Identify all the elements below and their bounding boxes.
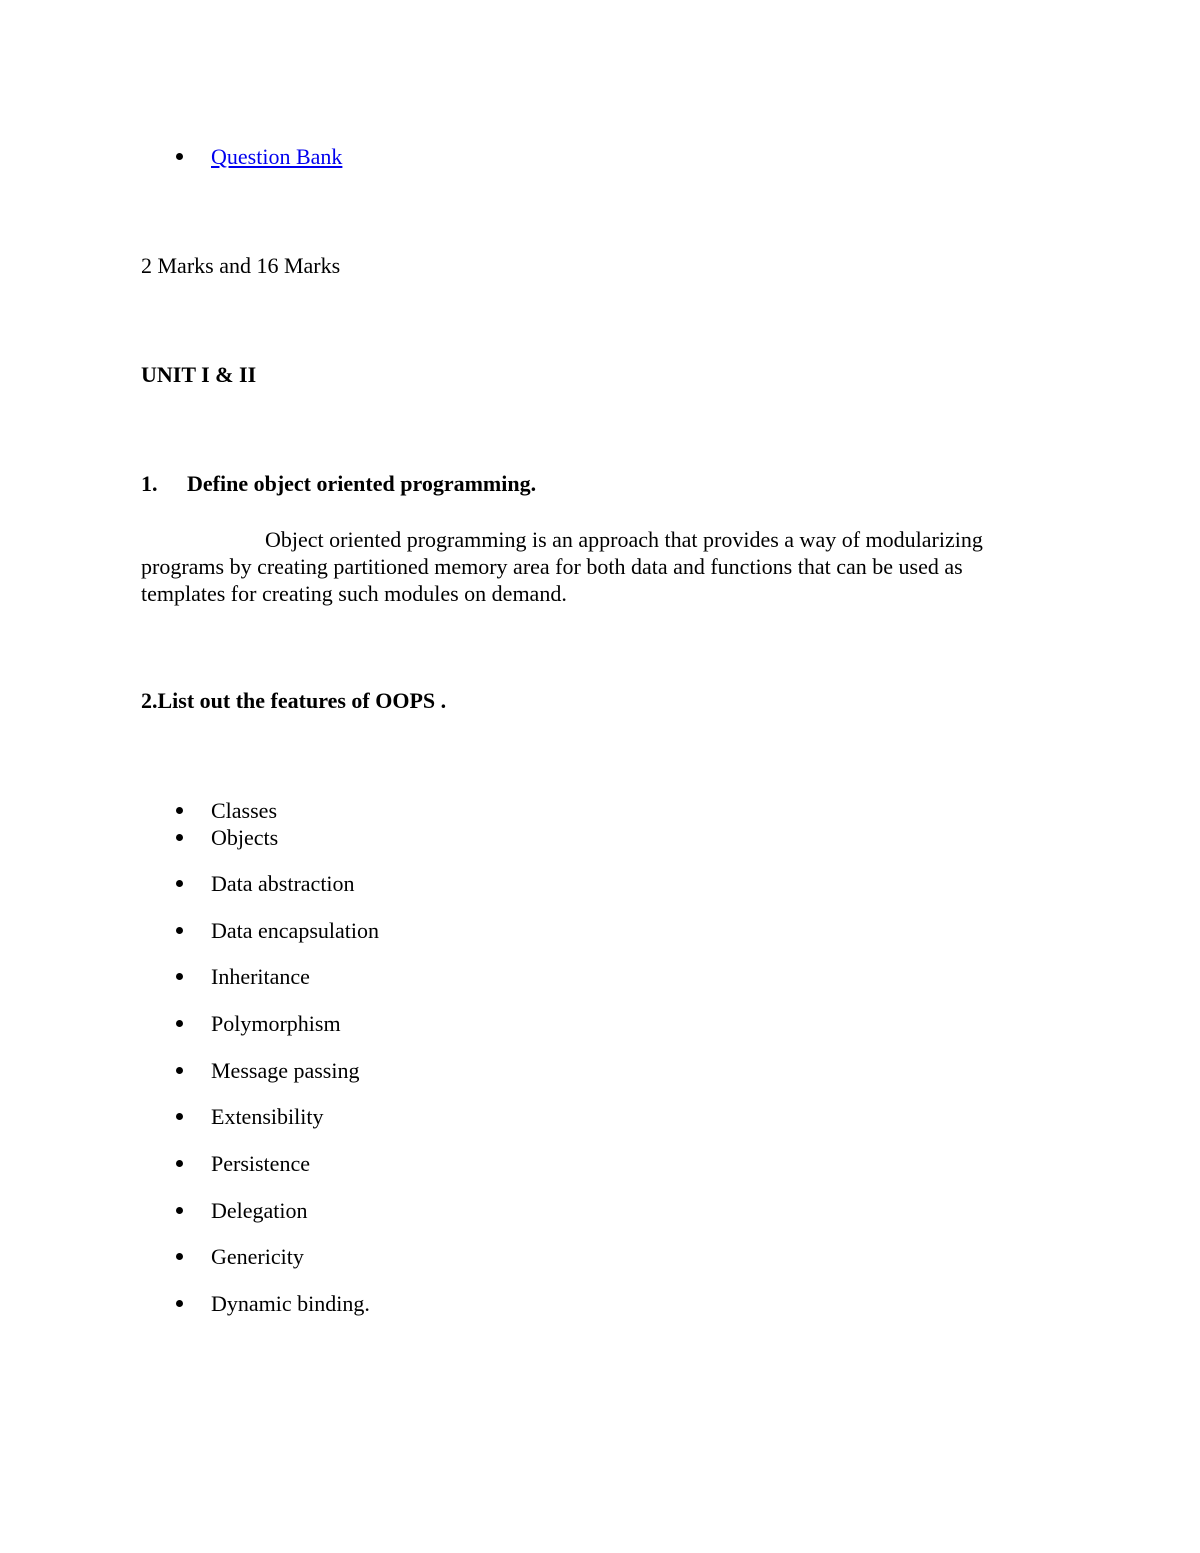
bullet-icon [176,1300,183,1307]
feature-item: Message passing [211,1058,360,1083]
feature-item: Persistence [211,1151,310,1176]
unit-heading: UNIT I & II [141,362,257,387]
marks-subtitle: 2 Marks and 16 Marks [141,253,341,278]
bullet-icon [176,973,183,980]
feature-item: Inheritance [211,964,310,989]
answer-text: Object oriented programming is an approach that provides a way of modularizing programs by creating partitioned memory area for both data and functions that can be used as templates for creating such modules on demand. [141,527,983,606]
bullet-icon [176,880,183,887]
question-1-text: Define object oriented programming. [187,471,537,496]
feature-item: Objects [211,825,279,850]
bullet-icon [176,1020,183,1027]
bullet-icon [176,807,183,814]
question-2-text: 2.List out the features of OOPS . [141,688,447,713]
question-1-answer [141,526,1041,607]
bullet-icon [176,153,183,160]
feature-item: Genericity [211,1244,304,1269]
feature-item: Dynamic binding. [211,1291,370,1316]
feature-item: Classes [211,798,277,823]
feature-item: Data abstraction [211,871,355,896]
feature-item: Delegation [211,1198,308,1223]
feature-item: Polymorphism [211,1011,341,1036]
bullet-icon [176,1113,183,1120]
bullet-icon [176,1253,183,1260]
bullet-icon [176,1207,183,1214]
bullet-icon [176,927,183,934]
bullet-icon [176,1160,183,1167]
question-bank-link[interactable]: Question Bank [211,144,343,169]
bullet-icon [176,1067,183,1074]
question-1-number: 1. [141,471,158,496]
bullet-icon [176,834,183,841]
feature-item: Extensibility [211,1104,324,1129]
feature-item: Data encapsulation [211,918,379,943]
